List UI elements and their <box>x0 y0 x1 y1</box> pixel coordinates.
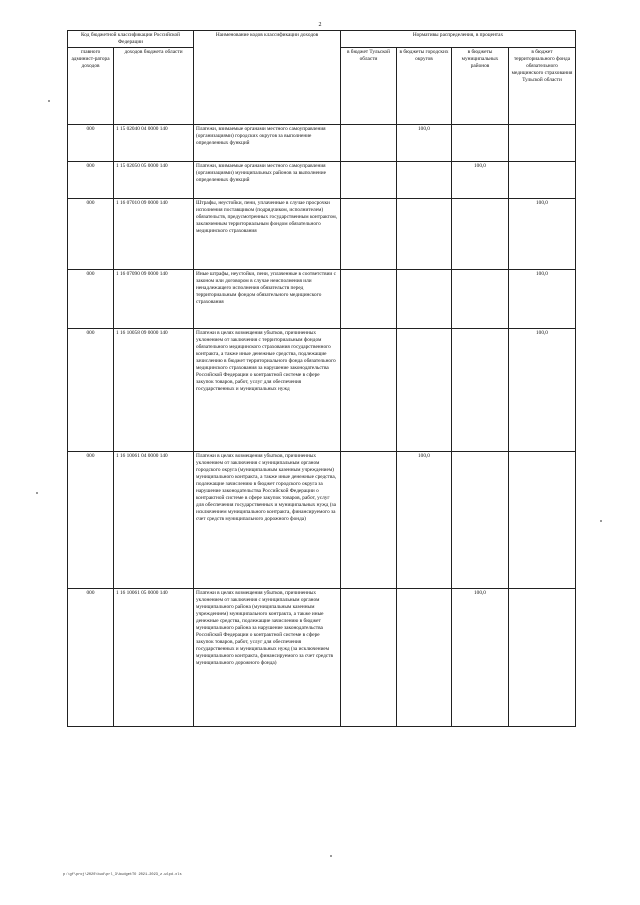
cell-code: 1 15 02040 04 0000 140 <box>114 125 194 162</box>
scan-speck <box>600 520 602 522</box>
cell-admin: 000 <box>68 125 114 162</box>
cell-admin: 000 <box>68 329 114 452</box>
cell-city <box>397 199 452 270</box>
cell-region <box>341 452 397 589</box>
cell-name: Платежи в целях возмещения убытков, причиненных уклонением от заключения с муниципальным органом муниципального района (муниципальным казенным учреждением) муниципального контракта, а также иные денежные средства, подлежащие зачислению в бюджет муниципального района за нарушение законодательства Российской Федерации о контрактной системе в сфере закупок товаров, работ, услуг для обеспечения государственных и муниципальных нужд (за исключением муниципального контракта, финансируемого за счет средств муниципального дорожного фонда) <box>194 589 341 727</box>
cell-region <box>341 589 397 727</box>
cell-admin: 000 <box>68 162 114 199</box>
header-norms-group: Нормативы распределения, в процентах <box>341 31 576 48</box>
cell-city <box>397 589 452 727</box>
cell-code: 1 16 10061 05 0000 140 <box>114 589 194 727</box>
cell-code: 1 16 07010 09 0000 140 <box>114 199 194 270</box>
cell-city <box>397 329 452 452</box>
cell-fund <box>509 589 576 727</box>
cell-municipal <box>452 452 509 589</box>
cell-region <box>341 329 397 452</box>
cell-municipal <box>452 125 509 162</box>
cell-fund: 100,0 <box>509 329 576 452</box>
cell-city <box>397 270 452 329</box>
cell-name: Платежи, взимаемые органами местного самоуправления (организациями) городских округов за выполнение определенных функций <box>194 125 341 162</box>
cell-fund <box>509 162 576 199</box>
header-norm-region: в бюджет Тульской области <box>341 48 397 125</box>
header-admin: главного админист-ратора доходов <box>68 48 114 125</box>
cell-name: Иные штрафы, неустойки, пени, уплаченные в соответствии с законом или договором в случае неисполнения или ненадлежащего исполнения обязательств перед территориальным фондом обязательного медицинского страхования <box>194 270 341 329</box>
scan-speck <box>36 492 38 494</box>
table-row <box>68 329 576 452</box>
cell-admin: 000 <box>68 589 114 727</box>
header-revenue-code: доходов бюджета области <box>114 48 194 125</box>
cell-region <box>341 199 397 270</box>
cell-name: Штрафы, неустойки, пени, уплаченные в случае просрочки исполнения поставщиком (подрядчиком, исполнителем) обязательств, предусмотренных государственным контрактом, заключенным территориальным фондом обязательного медицинского страхования <box>194 199 341 270</box>
cell-municipal <box>452 199 509 270</box>
cell-municipal <box>452 270 509 329</box>
header-norm-fund: в бюджет территориального фонда обязательного медицинского страхования Тульской области <box>509 48 576 125</box>
table-row <box>68 452 576 589</box>
cell-admin: 000 <box>68 199 114 270</box>
scan-speck <box>48 100 50 102</box>
cell-municipal: 100,0 <box>452 589 509 727</box>
cell-admin: 000 <box>68 452 114 589</box>
cell-code: 1 16 10061 04 0000 140 <box>114 452 194 589</box>
revenue-distribution-table <box>67 30 576 727</box>
header-name: Наименование кодов классификации доходов <box>194 31 341 125</box>
cell-admin: 000 <box>68 270 114 329</box>
cell-region <box>341 270 397 329</box>
header-norm-municipal: в бюджеты муниципальных районов <box>452 48 509 125</box>
cell-city: 100,0 <box>397 125 452 162</box>
scan-speck <box>330 855 332 857</box>
cell-name: Платежи, взимаемые органами местного самоуправления (организациями) муниципальных районов за выполнение определенных функций <box>194 162 341 199</box>
cell-region <box>341 162 397 199</box>
table-row <box>68 270 576 329</box>
cell-municipal: 100,0 <box>452 162 509 199</box>
header-norm-city: в бюджеты городских округов <box>397 48 452 125</box>
cell-name: Платежи в целях возмещения убытков, причиненных уклонением от заключения с муниципальным органом городского округа (муниципальным казенным учреждением) муниципального контракта, а также иные денежные средства, подлежащие зачислению в бюджет городского округа за нарушение законодательства Российской Федерации о контрактной системе в сфере закупок товаров, работ, услуг для обеспечения государственных и муниципальных нужд (за исключением муниципального контракта, финансируемого за счет средств муниципального дорожного фонда) <box>194 452 341 589</box>
table-row <box>68 199 576 270</box>
cell-code: 1 16 10058 09 0000 140 <box>114 329 194 452</box>
footer-file-path: p:\gf\proj\2020\bud\prl_3\budgetTO 2021-2023_z.wlpd.xls <box>63 873 182 877</box>
cell-fund <box>509 452 576 589</box>
cell-city: 100,0 <box>397 452 452 589</box>
table-row <box>68 162 576 199</box>
cell-region <box>341 125 397 162</box>
cell-fund <box>509 125 576 162</box>
cell-code: 1 15 02050 05 0000 140 <box>114 162 194 199</box>
cell-fund: 100,0 <box>509 270 576 329</box>
cell-fund: 100,0 <box>509 199 576 270</box>
cell-code: 1 16 07090 09 0000 140 <box>114 270 194 329</box>
table-row <box>68 589 576 727</box>
cell-city <box>397 162 452 199</box>
header-bk-code-group: Код бюджетной классификации Российской Федерации <box>68 31 194 48</box>
cell-municipal <box>452 329 509 452</box>
table-row <box>68 125 576 162</box>
cell-name: Платежи в целях возмещения убытков, причиненных уклонением от заключения с территориальным фондом обязательного медицинского страхования государственного контракта, а также иные денежные средства, подлежащие зачислению в бюджет территориального фонда обязательного медицинского страхования за нарушение законодательства Российской Федерации о контрактной системе в сфере закупок товаров, работ, услуг для обеспечения государственных и муниципальных нужд <box>194 329 341 452</box>
page-number: 2 <box>318 22 322 28</box>
